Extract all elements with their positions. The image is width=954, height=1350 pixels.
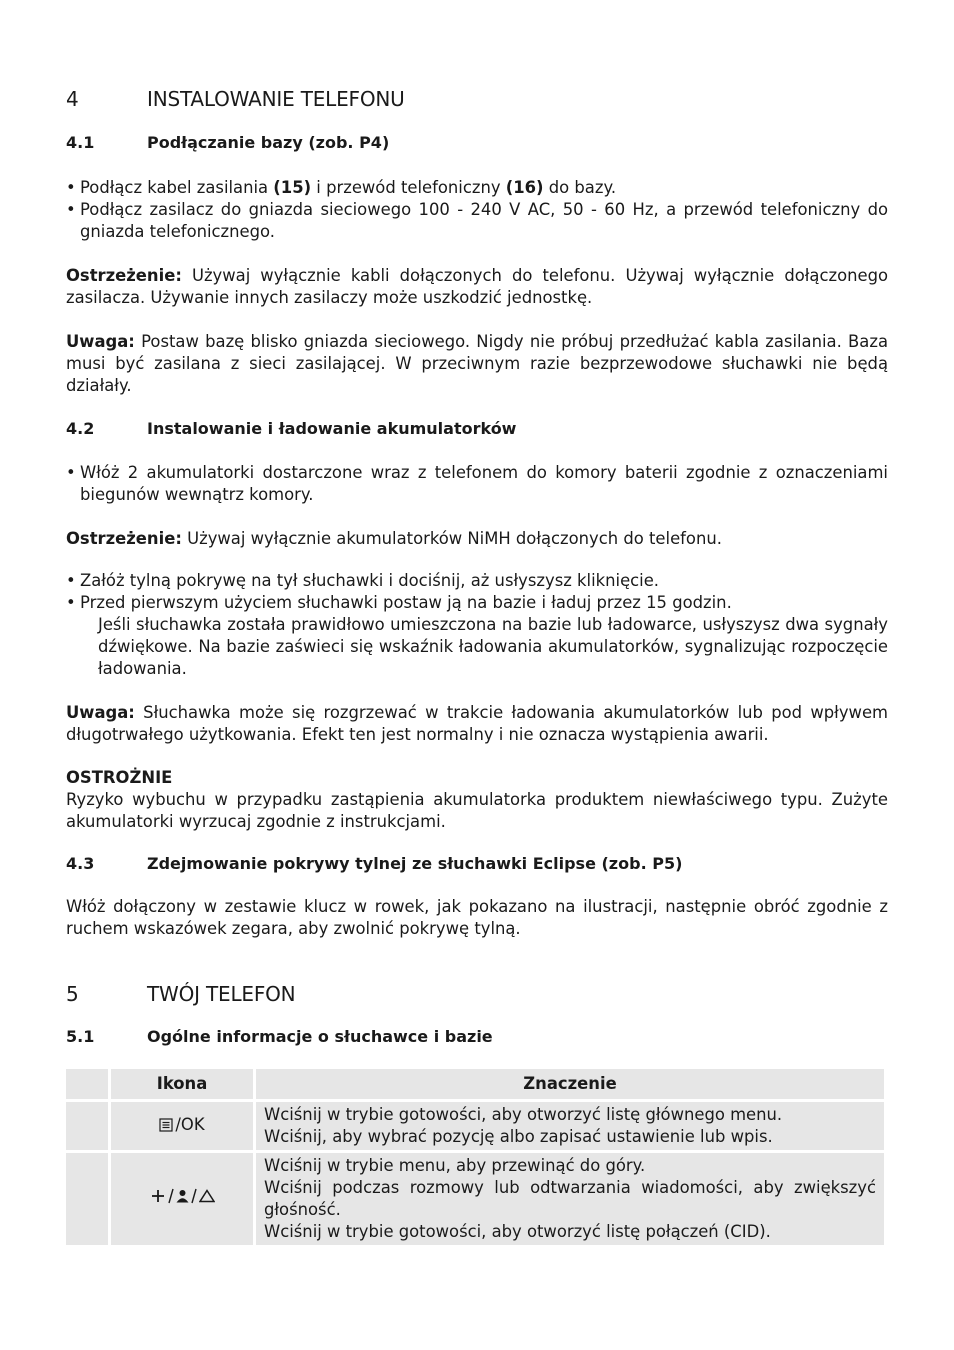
table-cell	[66, 1153, 108, 1245]
indented-paragraph: Jeśli słuchawka została prawidłowo umieszczona na bazie lub ładowarce, usłyszysz dwa sygnały dźwiękowe. Na bazie zaświeci się wskaźnik ładowania akumulatorków, sygnalizując rozpoczęcie ładowania.	[98, 614, 888, 678]
warning-paragraph: Ostrzeżenie: Używaj wyłącznie akumulatorków NiMH dołączonych do telefonu.	[66, 528, 722, 548]
triangle-up-icon	[199, 1189, 215, 1203]
section-number: 4	[66, 87, 79, 111]
section-title: TWÓJ TELEFON	[147, 982, 296, 1007]
subsection-number: 4.2	[66, 418, 95, 438]
icon-label: /OK	[175, 1115, 205, 1135]
meaning-line: Wciśnij, aby wybrać pozycję albo zapisać ustawienie lub wpis.	[264, 1127, 773, 1147]
plus-icon	[150, 1188, 166, 1204]
page-content	[66, 86, 888, 1248]
list-item: • Podłącz zasilacz do gniazda sieciowego 100 - 240 V AC, 50 - 60 Hz, a przewód telefoniczny do gniazda telefonicznego.	[66, 199, 888, 243]
subsection-title: Podłączanie bazy (zob. P4)	[147, 133, 390, 152]
note-paragraph: Uwaga: Postaw bazę blisko gniazda sieciowego. Nigdy nie próbuj przedłużać kabla zasilania. Baza musi być zasilana z sieci zasilającej. W przeciwnym razie bezprzewodowe słuchawki nie będą działały.	[66, 331, 888, 395]
subsection-5-1-heading	[66, 1027, 888, 1048]
section-5-heading	[66, 981, 888, 1007]
meaning-line: Wciśnij w trybie gotowości, aby otworzyć listę połączeń (CID).	[264, 1222, 771, 1242]
icon-table	[63, 1066, 887, 1248]
paragraph: Włóż dołączony w zestawie klucz w rowek, jak pokazano na ilustracji, następnie obróć zgodnie z ruchem wskazówek zegara, aby zwolnić pokrywę tylną.	[66, 897, 888, 939]
subsection-4-3-heading	[66, 854, 888, 875]
list-item: • Podłącz kabel zasilania (15) i przewód telefoniczny (16) do bazy.	[66, 177, 888, 199]
table-header-row	[66, 1069, 884, 1099]
table-header-cell: Znaczenie	[256, 1069, 884, 1099]
note-paragraph: Uwaga: Słuchawka może się rozgrzewać w trakcie ładowania akumulatorków lub pod wpływem długotrwałego użytkowania. Efekt ten jest normalny i nie oznacza wystąpienia awarii.	[66, 702, 888, 744]
table-row	[66, 1153, 884, 1245]
section-title: INSTALOWANIE TELEFONU	[147, 87, 405, 111]
menu-icon	[159, 1118, 173, 1132]
list-item: • Włóż 2 akumulatorki dostarczone wraz z telefonem do komory baterii zgodnie z oznaczeniami biegunów wewnątrz komory.	[66, 462, 888, 506]
meaning-line: Wciśnij w trybie gotowości, aby otworzyć listę głównego menu.	[264, 1105, 783, 1125]
slash-icon	[168, 1188, 174, 1204]
meaning-line: Wciśnij podczas rozmowy lub odtwarzania wiadomości, aby zwiększyć głośność.	[264, 1178, 876, 1220]
subsection-title: Zdejmowanie pokrywy tylnej ze słuchawki Eclipse (zob. P5)	[147, 853, 683, 873]
warning-paragraph: Ostrzeżenie: Używaj wyłącznie kabli dołączonych do telefonu. Używaj wyłącznie dołączonego zasilacza. Używanie innych zasilaczy może uszkodzić jednostkę.	[66, 265, 888, 307]
table-header-cell: Ikona	[111, 1069, 253, 1099]
meaning-line: Wciśnij w trybie menu, aby przewinąć do góry.	[264, 1156, 646, 1176]
list-item: • Załóż tylną pokrywę na tył słuchawki i dociśnij, aż usłyszysz kliknięcie.	[66, 570, 888, 592]
subsection-4-2-heading	[66, 419, 888, 440]
caution-title: OSTROŻNIE	[66, 767, 173, 787]
subsection-4-1-heading	[66, 133, 888, 154]
subsection-number: 4.1	[66, 133, 95, 152]
subsection-title: Ogólne informacje o słuchawce i bazie	[147, 1027, 493, 1047]
table-cell-meaning	[256, 1102, 884, 1150]
subsection-number: 4.3	[66, 853, 95, 873]
table-cell-icon	[111, 1102, 253, 1150]
section-number: 5	[66, 982, 79, 1007]
bullet-list	[66, 462, 888, 506]
subsection-number: 5.1	[66, 1027, 95, 1047]
bullet-list	[66, 570, 888, 614]
subsection-title: Instalowanie i ładowanie akumulatorków	[147, 418, 517, 438]
contact-person-icon	[176, 1189, 189, 1203]
table-cell-meaning	[256, 1153, 884, 1245]
table-cell-icon	[111, 1153, 253, 1245]
caution-text: Ryzyko wybuchu w przypadku zastąpienia akumulatorka produktem niewłaściwego typu. Zużyte akumulatorki wyrzucaj zgodnie z instrukcjami.	[66, 789, 888, 831]
table-cell	[66, 1102, 108, 1150]
bullet-list	[66, 177, 888, 243]
list-item: • Przed pierwszym użyciem słuchawki postaw ją na bazie i ładuj przez 15 godzin.	[66, 592, 888, 614]
section-4-heading	[66, 86, 888, 112]
table-header-cell	[66, 1069, 108, 1099]
table-row	[66, 1102, 884, 1150]
slash-icon	[191, 1188, 197, 1204]
